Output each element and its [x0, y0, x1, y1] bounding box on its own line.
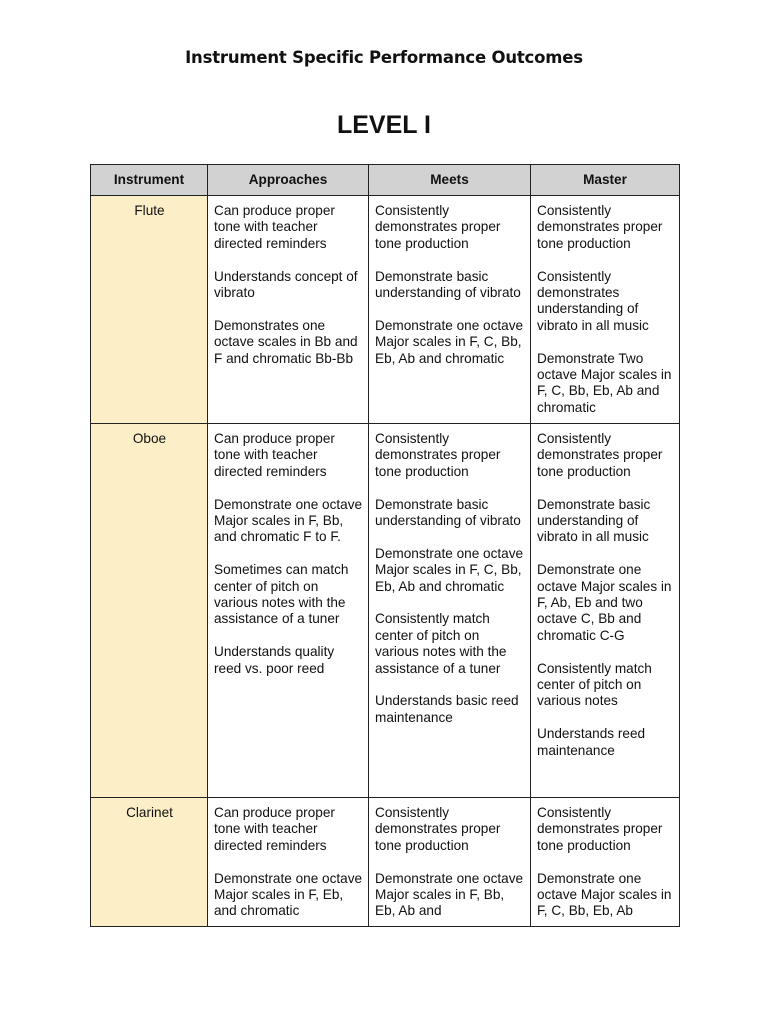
outcome-text: Demonstrates one octave scales in Bb and F and chromatic Bb-Bb — [214, 317, 358, 366]
outcome-text: Can produce proper tone with teacher directed reminders — [214, 431, 335, 479]
performance-outcomes-table — [90, 164, 680, 927]
outcome-text: Consistently demonstrates proper tone production — [375, 431, 501, 479]
outcome-text: Consistently demonstrates proper tone production — [375, 805, 501, 853]
outcome-text: Understands reed maintenance — [537, 726, 646, 758]
instrument-cell: Oboe — [91, 424, 208, 798]
outcome-text: Consistently demonstrates proper tone production — [537, 203, 663, 251]
meets-cell — [369, 196, 531, 424]
header-meets: Meets — [369, 165, 531, 196]
level-heading: LEVEL I — [336, 111, 431, 139]
approaches-cell — [208, 798, 369, 927]
outcome-text: Can produce proper tone with teacher directed reminders — [214, 203, 335, 251]
meets-cell — [369, 424, 531, 798]
master-cell — [531, 424, 680, 798]
master-cell — [531, 798, 680, 927]
outcome-text: Consistently demonstrates proper tone production — [537, 431, 663, 479]
outcome-text: Consistently match center of pitch on various notes — [537, 660, 652, 709]
outcome-text: Understands concept of vibrato — [214, 268, 358, 301]
outcome-text: Demonstrate Two octave Major scales in F, C, Bb, Eb, Ab and chromatic — [537, 350, 672, 415]
outcome-text: Understands basic reed maintenance — [375, 693, 519, 725]
outcome-text: Demonstrate one octave Major scales in F, C, Bb, Eb, Ab and chromatic — [375, 317, 524, 366]
approaches-cell — [208, 424, 369, 798]
table-row-oboe — [91, 424, 680, 798]
table-row-flute — [91, 196, 680, 424]
outcome-text: Demonstrate one octave Major scales in F, Ab, Eb and two octave C, Bb and chromatic C-G — [537, 562, 672, 643]
master-cell — [531, 196, 680, 424]
outcome-text: Consistently match center of pitch on various notes with the assistance of a tuner — [375, 611, 507, 676]
outcome-text: Demonstrate one octave Major scales in F, C, Bb, Eb, Ab and chromatic — [375, 545, 524, 594]
outcome-text: Consistently demonstrates proper tone production — [375, 203, 501, 251]
outcome-text: Demonstrate one octave Major scales in F, Eb, and chromatic — [214, 870, 363, 919]
meets-cell — [369, 798, 531, 927]
outcome-text: Consistently demonstrates proper tone production — [537, 805, 663, 853]
outcome-text: Can produce proper tone with teacher directed reminders — [214, 805, 335, 853]
outcome-text: Demonstrate one octave Major scales in F, Bb, Eb, Ab and — [375, 870, 524, 919]
outcome-text: Demonstrate one octave Major scales in F, C, Bb, Eb, Ab — [537, 870, 672, 919]
table-header-row — [91, 165, 680, 196]
outcome-text: Understands quality reed vs. poor reed — [214, 644, 335, 676]
header-master: Master — [531, 165, 680, 196]
outcome-text: Demonstrate basic understanding of vibrato — [375, 268, 521, 301]
instrument-cell: Clarinet — [91, 798, 208, 927]
table-row-clarinet — [91, 798, 680, 927]
instrument-cell: Flute — [91, 196, 208, 424]
outcome-text: Demonstrate basic understanding of vibrato in all music — [537, 496, 651, 545]
outcome-text: Demonstrate basic understanding of vibrato — [375, 496, 521, 529]
header-approaches: Approaches — [208, 165, 369, 196]
header-instrument: Instrument — [91, 165, 208, 196]
outcome-text: Demonstrate one octave Major scales in F, Bb, and chromatic F to F. — [214, 496, 363, 545]
document-title: Instrument Specific Performance Outcomes — [185, 48, 583, 67]
approaches-cell — [208, 196, 369, 424]
outcome-text: Sometimes can match center of pitch on various notes with the assistance of a tuner — [214, 562, 349, 627]
outcome-text: Consistently demonstrates understanding of vibrato in all music — [537, 268, 649, 333]
